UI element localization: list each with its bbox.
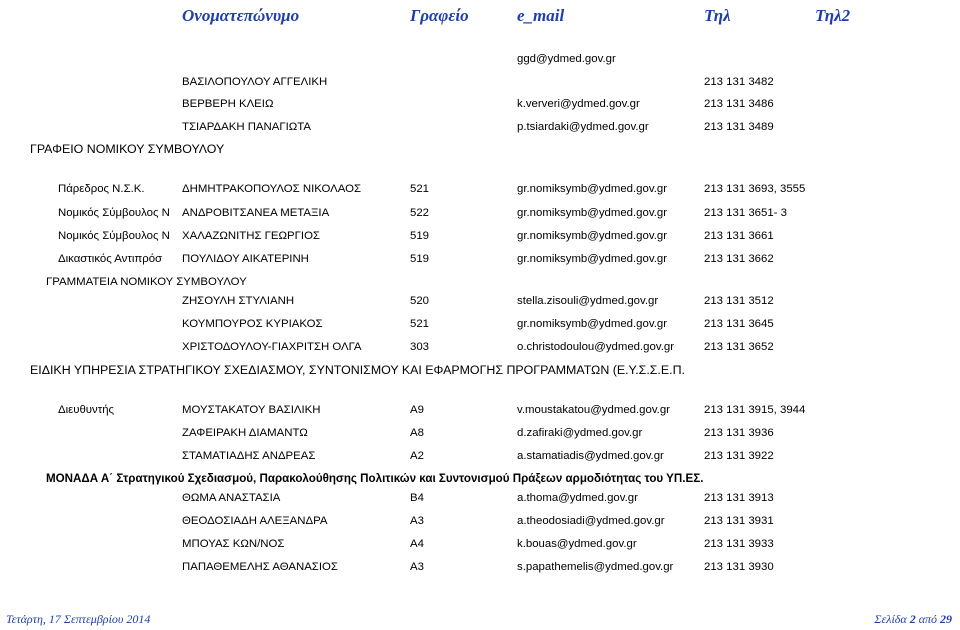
role-cell: Διευθυντής [58,404,115,416]
phone-cell: 213 131 3482 [704,76,774,88]
office-cell: Α9 [410,404,424,416]
header-phone: Τηλ [704,6,731,25]
email-cell: v.moustakatou@ydmed.gov.gr [517,404,670,416]
footer-date: Τετάρτη, 17 Σεπτεμβρίου 2014 [6,612,151,626]
header-email: e_mail [517,6,565,25]
office-cell: 522 [410,207,430,219]
phone-cell: 213 131 3931 [704,515,774,527]
section-title: ΓΡΑΜΜΑΤΕΙΑ ΝΟΜΙΚΟΥ ΣΥΜΒΟΥΛΟΥ [46,276,247,288]
role-cell: Πάρεδρος Ν.Σ.Κ. [58,183,145,195]
role-cell: Δικαστικός Αντιπρόσ [58,253,163,265]
office-cell: Α8 [410,427,424,439]
name-cell: ΘΩΜΑ ΑΝΑΣΤΑΣΙΑ [182,492,281,504]
office-cell: 519 [410,230,430,242]
email-cell: a.stamatiadis@ydmed.gov.gr [517,450,664,462]
name-cell: ΜΠΟΥΑΣ ΚΩΝ/ΝΟΣ [182,538,285,550]
office-cell: 303 [410,341,430,353]
name-cell: ΑΝΔΡΟΒΙΤΣΑΝΕΑ ΜΕΤΑΞΙΑ [182,207,330,219]
column-header-row [0,6,960,30]
page-total: 29 [940,612,952,626]
email-cell: gr.nomiksymb@ydmed.gov.gr [517,318,667,330]
section-title: ΜΟΝΑΔΑ Α΄ Στρατηγικού Σχεδιασμού, Παρακολούθησης Πολιτικών και Συντονισμού Πράξεων αρμοδιότητας του ΥΠ.ΕΣ. [46,472,704,485]
email-cell: o.christodoulou@ydmed.gov.gr [517,341,674,353]
email-cell: k.bouas@ydmed.gov.gr [517,538,637,550]
email-cell: gr.nomiksymb@ydmed.gov.gr [517,230,667,242]
email-cell: gr.nomiksymb@ydmed.gov.gr [517,253,667,265]
name-cell: ΘΕΟΔΟΣΙΑΔΗ ΑΛΕΞΑΝΔΡΑ [182,515,328,527]
name-cell: ΜΟΥΣΤΑΚΑΤΟΥ ΒΑΣΙΛΙΚΗ [182,404,321,416]
name-cell: ΖΑΦΕΙΡΑΚΗ ΔΙΑΜΑΝΤΩ [182,427,308,439]
name-cell: ΤΣΙΑΡΔΑΚΗ ΠΑΝΑΓΙΩΤΑ [182,121,312,133]
phone-cell: 213 131 3913 [704,492,774,504]
office-cell: 521 [410,318,430,330]
office-cell: 521 [410,183,430,195]
phone-cell: 213 131 3662 [704,253,774,265]
email-cell: a.theodosiadi@ydmed.gov.gr [517,515,665,527]
role-cell: Νομικός Σύμβουλος Ν [58,207,170,219]
phone-cell: 213 131 3930 [704,561,774,573]
email-cell: stella.zisouli@ydmed.gov.gr [517,295,659,307]
section-title: ΕΙΔΙΚΗ ΥΠΗΡΕΣΙΑ ΣΤΡΑΤΗΓΙΚΟΥ ΣΧΕΔΙΑΣΜΟΥ, ΣΥΝΤΟΝΙΣΜΟΥ ΚΑΙ ΕΦΑΡΜΟΓΗΣ ΠΡΟΓΡΑΜΜΑΤΩΝ (Ε.Υ.Σ.Σ.Ε.Π. [30,363,685,377]
phone-cell: 213 131 3933 [704,538,774,550]
name-cell: ΣΤΑΜΑΤΙΑΔΗΣ ΑΝΔΡΕΑΣ [182,450,316,462]
email-cell: a.thoma@ydmed.gov.gr [517,492,638,504]
phone-cell: 213 131 3661 [704,230,774,242]
email-cell: gr.nomiksymb@ydmed.gov.gr [517,207,667,219]
header-office: Γραφείο [410,6,469,25]
phone-cell: 213 131 3693, 3555 [704,183,806,195]
name-cell: ΧΑΛΑΖΩΝΙΤΗΣ ΓΕΩΡΓΙΟΣ [182,230,320,242]
name-cell: ΠΑΠΑΘΕΜΕΛΗΣ ΑΘΑΝΑΣΙΟΣ [182,561,338,573]
email-cell: ggd@ydmed.gov.gr [517,53,616,65]
name-cell: ΧΡΙΣΤΟΔΟΥΛΟΥ-ΓΙΑΧΡΙΤΣΗ ΟΛΓΑ [182,341,362,353]
phone-cell: 213 131 3512 [704,295,774,307]
office-cell: 519 [410,253,430,265]
phone-cell: 213 131 3645 [704,318,774,330]
header-name: Ονοματεπώνυμο [182,6,300,25]
office-cell: Β4 [410,492,424,504]
name-cell: ΖΗΣΟΥΛΗ ΣΤΥΛΙΑΝΗ [182,295,295,307]
phone-cell: 213 131 3651- 3 [704,207,787,219]
phone-cell: 213 131 3486 [704,98,774,110]
phone-cell: 213 131 3652 [704,341,774,353]
office-cell: Α3 [410,561,424,573]
section-title: ΓΡΑΦΕΙΟ ΝΟΜΙΚΟΥ ΣΥΜΒΟΥΛΟΥ [30,142,225,156]
name-cell: ΒΕΡΒΕΡΗ ΚΛΕΙΩ [182,98,274,110]
phone-cell: 213 131 3915, 3944 [704,404,806,416]
email-cell: s.papathemelis@ydmed.gov.gr [517,561,674,573]
page-word: Σελίδα [874,612,907,626]
header-phone2: Τηλ2 [815,6,851,25]
name-cell: ΔΗΜΗΤΡΑΚΟΠΟΥΛΟΣ ΝΙΚΟΛΑΟΣ [182,183,362,195]
email-cell: d.zafiraki@ydmed.gov.gr [517,427,643,439]
phone-cell: 213 131 3489 [704,121,774,133]
office-cell: Α3 [410,515,424,527]
name-cell: ΒΑΣΙΛΟΠΟΥΛΟΥ ΑΓΓΕΛΙΚΗ [182,76,328,88]
page-current: 2 [909,612,916,626]
phone-cell: 213 131 3922 [704,450,774,462]
phone-cell: 213 131 3936 [704,427,774,439]
email-cell: p.tsiardaki@ydmed.gov.gr [517,121,649,133]
footer-page-number [874,612,952,627]
name-cell: ΠΟΥΛΙΔΟΥ ΑΙΚΑΤΕΡΙΝΗ [182,253,309,265]
office-cell: 520 [410,295,430,307]
office-cell: Α2 [410,450,424,462]
office-cell: Α4 [410,538,424,550]
page-of: από [918,612,937,626]
email-cell: k.ververi@ydmed.gov.gr [517,98,640,110]
role-cell: Νομικός Σύμβουλος Ν [58,230,170,242]
email-cell: gr.nomiksymb@ydmed.gov.gr [517,183,667,195]
name-cell: ΚΟΥΜΠΟΥΡΟΣ ΚΥΡΙΑΚΟΣ [182,318,323,330]
